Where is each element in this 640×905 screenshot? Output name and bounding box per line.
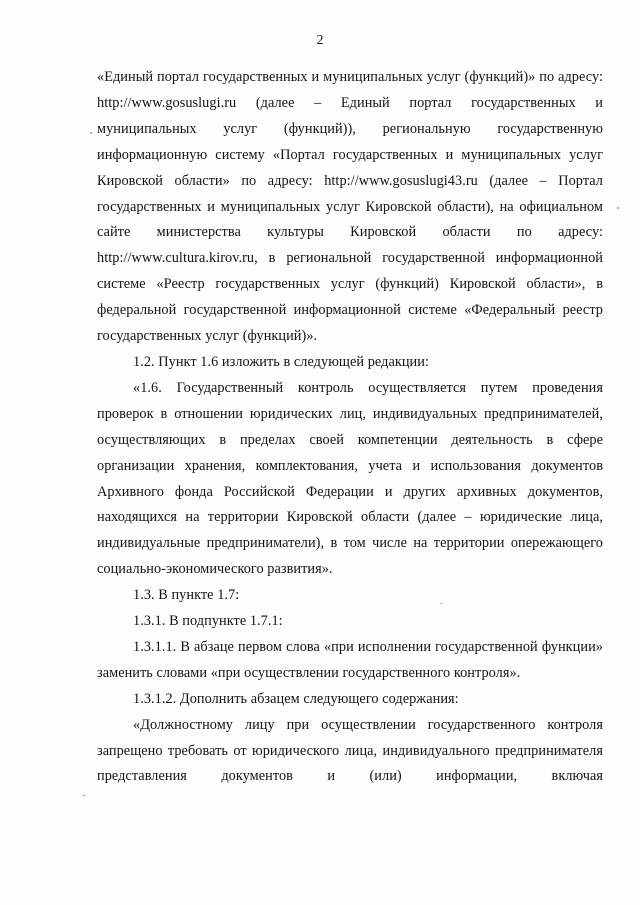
page-number: 2: [316, 33, 324, 48]
paragraph-official-restriction: «Должностному лицу при осуществлении государственного контроля запрещено требовать от юридического лица, индивидуального предпринимателя представления документов и (или) информации, включая: [97, 716, 603, 785]
paragraph-item-1-3-1-1: 1.3.1.1. В абзаце первом слова «при исполнении государственной функции» заменить словами «при осуществлении государственного контроля».: [97, 638, 603, 681]
scan-speck: [617, 207, 619, 209]
scan-speck: [90, 132, 92, 134]
scan-speck: [440, 603, 442, 604]
paragraph-item-1-3: 1.3. В пункте 1.7:: [133, 587, 240, 604]
paragraph-item-1-3-1-2: 1.3.1.2. Дополнить абзацем следующего содержания:: [133, 690, 459, 707]
scan-speck: [82, 795, 85, 796]
document-body: [97, 65, 603, 790]
paragraph-item-1-3-1: 1.3.1. В подпункте 1.7.1:: [133, 613, 283, 630]
paragraph-item-1-6: «1.6. Государственный контроль осуществляется путем проведения проверок в отношении юридических лиц, индивидуальных предпринимателей, осуществляющих в пределах своей компетенции деятельность в сфере организации хранения, комплектования, учета и использования документов Архивного фонда Российской Федерации и других архивных документов, находящихся на территории Кировской области (далее – юридические лица, индивидуальные предприниматели), в том числе на территории опережающего социально-экономического развития».: [97, 379, 603, 578]
paragraph-portal-listing: «Единый портал государственных и муниципальных услуг (функций)» по адресу: http://www.gosuslugi.ru (далее – Единый портал государственных и муниципальных услуг (функций)), региональную государственную информационную систему «Портал государственных и муниципальных услуг Кировской области» по адресу: http://www.gosuslugi43.ru (далее – Портал государственных и муниципальных услуг Кировской области), на официальном сайте министерства культуры Кировской области по адресу: http://www.cultura.kirov.ru, в региональной государственной информационной системе «Реестр государственных услуг (функций) Кировской области», в федеральной государственной информационной системе «Федеральный реестр государственных услуг (функций)».: [97, 69, 603, 345]
paragraph-item-1-2: 1.2. Пункт 1.6 изложить в следующей редакции:: [133, 353, 429, 370]
